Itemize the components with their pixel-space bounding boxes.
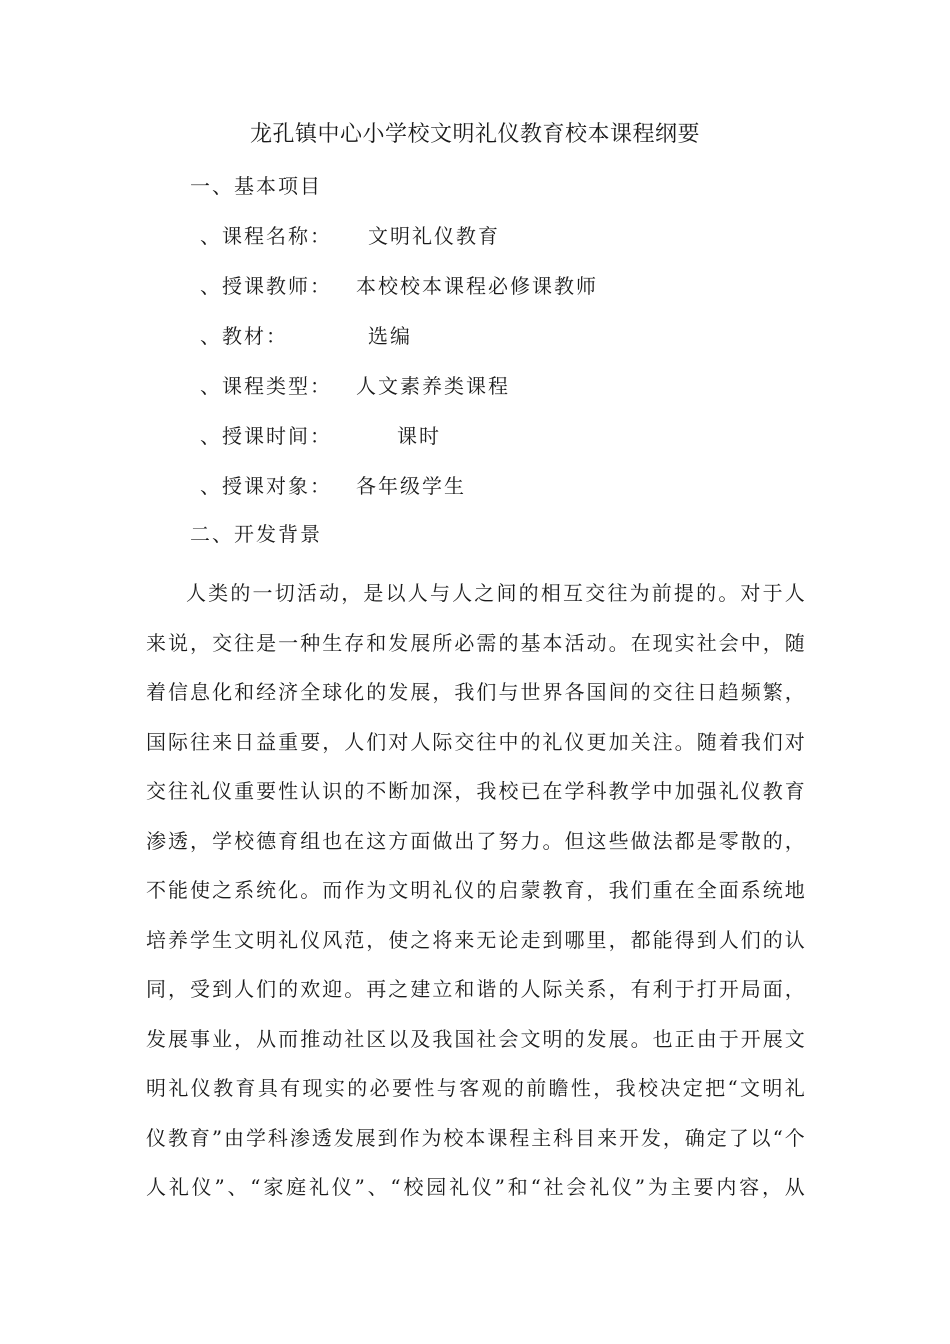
item-value: 各年级学生 [356, 474, 466, 498]
item-label: 、授课教师： [200, 274, 332, 298]
item-class-hours [200, 422, 441, 450]
paragraph-line: 人类的一切活动，是以人与人之间的相互交往为前提的。对于人 [186, 581, 806, 605]
paragraph-line: 培养学生文明礼仪风范，使之将来无论走到哪里，都能得到人们的认 [146, 927, 806, 952]
item-value: 本校校本课程必修课教师 [356, 274, 598, 298]
background-paragraph [146, 569, 806, 1213]
item-textbook [200, 322, 412, 350]
item-label: 、授课对象： [200, 474, 332, 498]
item-audience [200, 472, 466, 500]
paragraph-line: 着信息化和经济全球化的发展，我们与世界各国间的交往日趋频繁， [146, 680, 806, 704]
item-value: 文明礼仪教育 [368, 224, 500, 248]
paragraph-line: 渗透，学校德育组也在这方面做出了努力。但这些做法都是零散的， [146, 828, 806, 853]
item-label: 、授课时间： [200, 424, 332, 448]
item-label: 、课程类型： [200, 374, 332, 398]
paragraph-line: 同，受到人们的欢迎。再之建立和谐的人际关系，有利于打开局面， [146, 977, 806, 1001]
paragraph-line: 明礼仪教育具有现实的必要性与客观的前瞻性，我校决定把“文明礼 [146, 1076, 806, 1100]
item-value: 选编 [368, 324, 412, 348]
document-title: 龙孔镇中心小学校文明礼仪教育校本课程纲要 [249, 122, 700, 147]
paragraph-line: 不能使之系统化。而作为文明礼仪的启蒙教育，我们重在全面系统地 [146, 878, 806, 902]
item-label: 、课程名称： [200, 224, 332, 248]
paragraph-line: 发展事业，从而推动社区以及我国社会文明的发展。也正由于开展文 [146, 1026, 806, 1051]
item-course-type [200, 372, 510, 400]
paragraph-line: 交往礼仪重要性认识的不断加深，我校已在学科教学中加强礼仪教育 [146, 779, 806, 803]
item-label: 、教材： [200, 324, 288, 348]
item-value: 课时 [397, 424, 441, 448]
section-heading-basic-items: 一、基本项目 [190, 174, 322, 198]
paragraph-line: 仪教育”由学科渗透发展到作为校本课程主科目来开发，确定了以“个 [146, 1125, 806, 1150]
paragraph-line: 来说，交往是一种生存和发展所必需的基本活动。在现实社会中，随 [146, 630, 806, 655]
item-value: 人文素养类课程 [356, 374, 510, 398]
section-heading-background: 二、开发背景 [190, 522, 322, 546]
paragraph-line: 人礼仪”、“家庭礼仪”、“校园礼仪”和“社会礼仪”为主要内容，从 [146, 1175, 806, 1199]
paragraph-line: 国际往来日益重要，人们对人际交往中的礼仪更加关注。随着我们对 [146, 729, 806, 754]
item-course-name [200, 222, 500, 250]
item-teacher [200, 272, 598, 300]
